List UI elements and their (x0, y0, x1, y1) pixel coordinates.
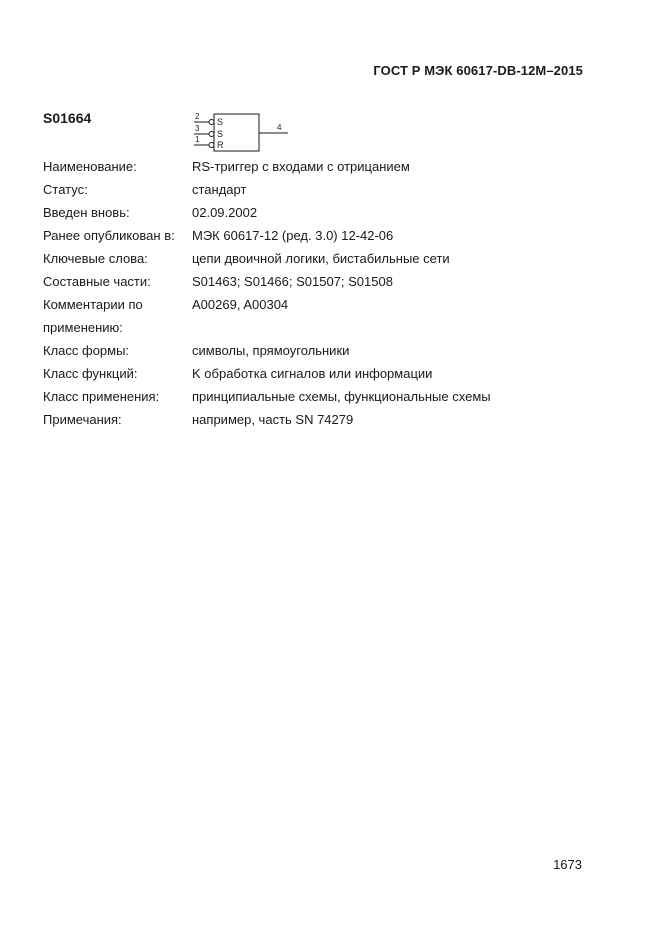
standard-header: ГОСТ Р МЭК 60617-DB-12M–2015 (373, 63, 583, 78)
field-row-introduced (43, 201, 603, 224)
field-value: RS-триггер с входами с отрицанием (192, 159, 410, 174)
pin-1-label: 1 (195, 135, 200, 144)
input-s1-label: S (217, 117, 224, 127)
field-label: Введен вновь: (43, 205, 130, 220)
symbol-id: S01664 (43, 110, 92, 126)
pin-4-label: 4 (277, 123, 282, 132)
field-value: цепи двоичной логики, бистабильные сети (192, 251, 450, 266)
field-value: 02.09.2002 (192, 205, 258, 220)
input-r-label: R (217, 140, 224, 150)
field-row-function-class (43, 362, 603, 385)
field-label: Наименование: (43, 159, 137, 174)
field-value: стандарт (192, 182, 247, 197)
symbol-attributes (43, 155, 603, 431)
field-label: Ключевые слова: (43, 251, 148, 266)
rs-flipflop-symbol-diagram (188, 110, 298, 154)
field-label: Класс применения: (43, 389, 160, 404)
field-label: Статус: (43, 182, 88, 197)
field-row-shape-class (43, 339, 603, 362)
pin-3-label: 3 (195, 124, 200, 133)
page-number: 1673 (553, 857, 582, 872)
field-row-application-class (43, 385, 603, 408)
field-label: Класс функций: (43, 366, 138, 381)
field-row-status (43, 178, 603, 201)
field-label: Составные части: (43, 274, 151, 289)
field-label: Комментарии по (43, 297, 143, 312)
pin-2-label: 2 (195, 112, 200, 121)
field-row-notes (43, 408, 603, 431)
field-label: Класс формы: (43, 343, 130, 358)
field-row-application-comments-cont (43, 316, 603, 339)
field-label: применению: (43, 320, 123, 335)
rs-flipflop-icon (188, 110, 298, 154)
field-value: S01463; S01466; S01507; S01508 (192, 274, 393, 289)
field-row-application-comments (43, 293, 603, 316)
field-label: Ранее опубликован в: (43, 228, 175, 243)
field-value (192, 316, 603, 339)
field-value: A00269, A00304 (192, 297, 289, 312)
field-row-keywords (43, 247, 603, 270)
field-row-name (43, 155, 603, 178)
field-value: МЭК 60617-12 (ред. 3.0) 12-42-06 (192, 228, 394, 243)
field-label: Примечания: (43, 412, 122, 427)
input-s2-label: S (217, 129, 224, 139)
field-row-previously-published (43, 224, 603, 247)
field-row-components (43, 270, 603, 293)
field-value: например, часть SN 74279 (192, 412, 354, 427)
field-value: символы, прямоугольники (192, 343, 350, 358)
field-value: K обработка сигналов или информации (192, 366, 433, 381)
field-value: принципиальные схемы, функциональные схемы (192, 389, 491, 404)
